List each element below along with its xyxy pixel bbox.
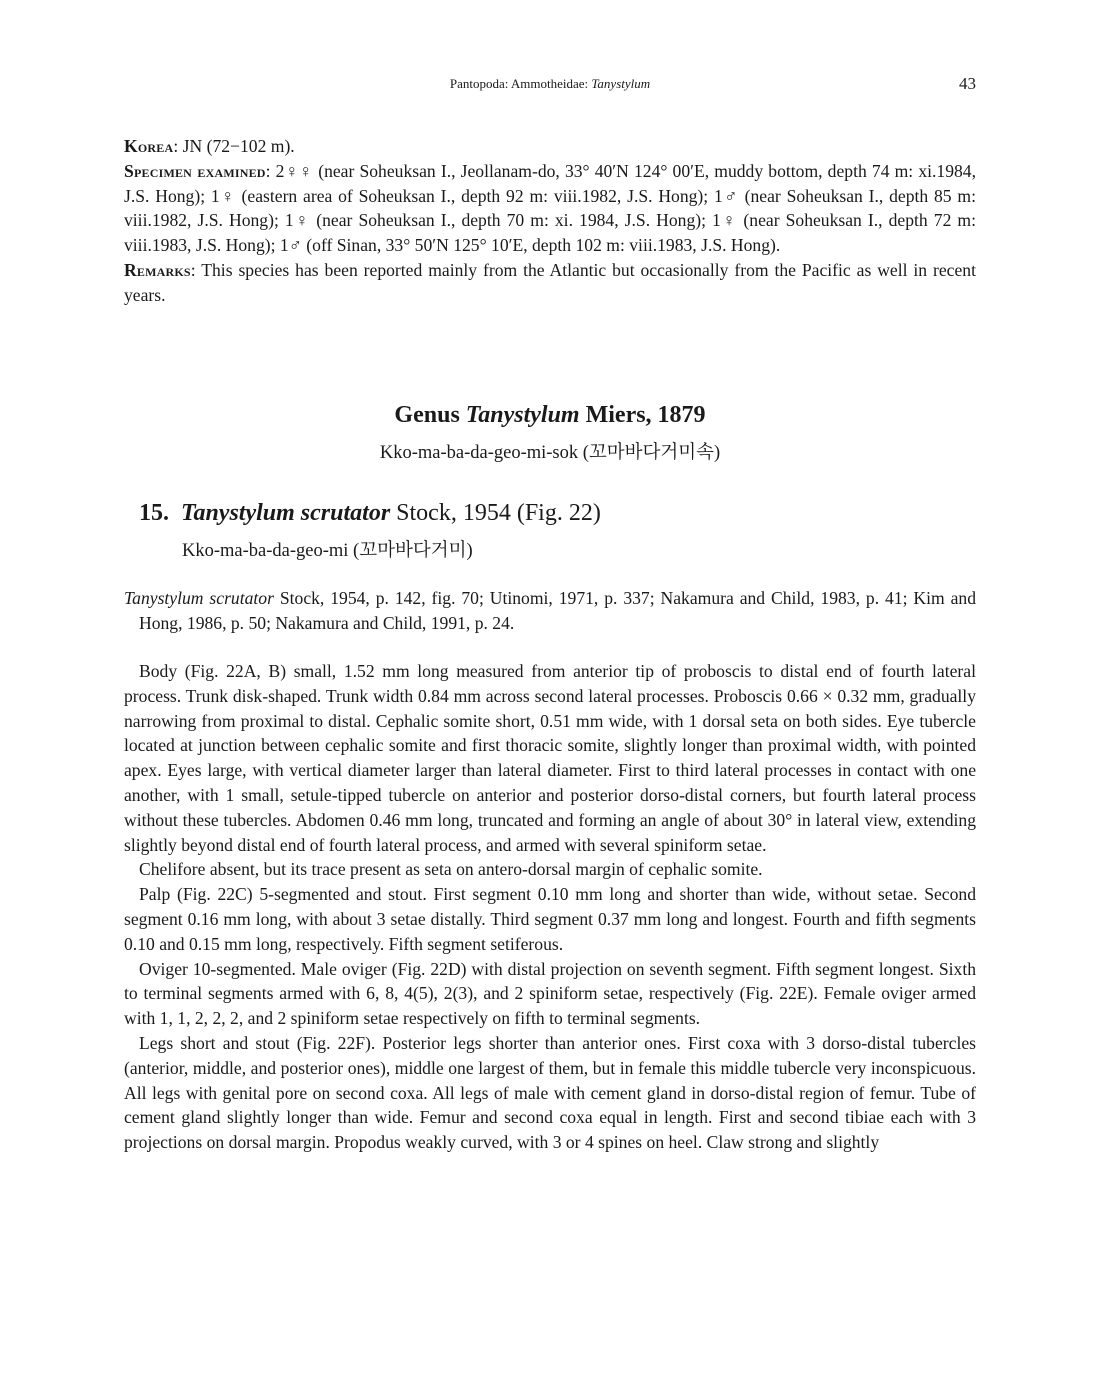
korea-text: : JN (72−102 m). xyxy=(173,136,295,156)
running-head-prefix: Pantopoda: Ammotheidae: xyxy=(449,76,592,91)
genus-name: Tanystylum xyxy=(465,402,580,428)
species-author: Stock, 1954 (Fig. 22) xyxy=(390,500,601,526)
description-chelifore: Chelifore absent, but its trace present as seta on antero-dorsal margin of cephalic somite. xyxy=(139,859,763,880)
specimen-text: : 2♀♀ (near Soheuksan I., Jeollanam-do, 33° 40′N 124° 00′E, muddy bottom, depth 74 m: xi.1984, J.S. Hong); 1♀ (eastern area of Soheuksan I., depth 92 m: viii.1982, J.S. Hong); 1♂ (near Soheuksan I., depth 85 m: viii.1982, J.S. Hong); 1♀ (near Soheuksan I., depth 70 m: xi. 1984, J.S. Hong); 1♀ (near Soheuksan I., depth 72 m: viii.1983, J.S. Hong); 1♂ (off Sinan, 33° 50′N 125° 10′E, depth 102 m: viii.1983, J.S. Hong). xyxy=(124,160,976,256)
korea-distribution xyxy=(124,134,976,159)
remarks-label: Remarks xyxy=(124,259,191,280)
description-oviger: Oviger 10-segmented. Male oviger (Fig. 22D) with distal projection on seventh segment. Fifth segment longest. Sixth to terminal segments armed with 6, 8, 4(5), 2(3), and 2 spiniform setae, respectively (Fig. 22E). Female oviger armed with 1, 1, 2, 2, 2, and 2 spiniform setae respectively on fifth to terminal segments. xyxy=(124,958,976,1029)
synonymy-name: Tanystylum scrutator xyxy=(124,588,274,608)
running-head xyxy=(124,76,976,92)
species-description xyxy=(124,659,976,1155)
specimen-label: Specimen examined xyxy=(124,160,266,181)
running-head-genus: Tanystylum xyxy=(591,76,651,91)
remarks xyxy=(124,258,976,308)
species-heading xyxy=(139,500,601,527)
description-legs: Legs short and stout (Fig. 22F). Posterior legs shorter than anterior ones. First coxa with 3 dorso-distal tubercles (anterior, middle, and posterior ones), middle one largest of them, but in female this middle tubercle very inconspicuous. All legs with genital pore on second coxa. All legs of male with cement gland in dorso-distal region of femur. Tube of cement gland slightly longer than wide. Femur and second coxa equal in length. First and second tibiae each with 3 projections on dorsal margin. Propodus weakly curved, with 3 or 4 spines on heel. Claw strong and slightly xyxy=(124,1032,976,1153)
description-palp: Palp (Fig. 22C) 5-segmented and stout. First segment 0.10 mm long and shorter than wide, without setae. Second segment 0.16 mm long, with about 3 setae distally. Third segment 0.37 mm long and longest. Fourth and fifth segments 0.10 and 0.15 mm long, respectively. Fifth segment setiferous. xyxy=(124,884,976,954)
synonymy xyxy=(124,586,976,636)
korea-label: Korea xyxy=(124,136,174,156)
page-number: 43 xyxy=(959,74,976,93)
genus-korean-name: Kko-ma-ba-da-geo-mi-sok (꼬마바다거미속) xyxy=(379,443,721,463)
synonymy-text: Stock, 1954, p. 142, fig. 70; Utinomi, 1971, p. 337; Nakamura and Child, 1983, p. 41; Kim and Hong, 1986, p. 50; Nakamura and Child, 1991, p. 24. xyxy=(139,588,976,633)
genus-prefix: Genus xyxy=(394,402,466,428)
specimen-examined xyxy=(124,159,976,258)
previous-species-block xyxy=(124,134,976,308)
remarks-text: : This species has been reported mainly from the Atlantic but occasionally from the Pacific as well in recent years. xyxy=(124,259,976,305)
description-body: Body (Fig. 22A, B) small, 1.52 mm long measured from anterior tip of proboscis to distal end of fourth lateral process. Trunk disk-shaped. Trunk width 0.84 mm across second lateral processes. Proboscis 0.66 × 0.32 mm, gradually narrowing from proximal to distal. Cephalic somite short, 0.51 mm wide, with 1 dorsal seta on both sides. Eye tubercle located at junction between cephalic somite and first thoracic somite, slightly longer than proximal width, with pointed apex. Eyes large, with vertical diameter larger than lateral diameter. First to third lateral processes in contact with one another, with 1 small, setule-tipped tubercle on anterior and posterior dorso-distal corners, but fourth lateral process without these tubercles. Abdomen 0.46 mm long, truncated and forming an angle of about 30° in lateral view, extending slightly beyond distal end of fourth lateral process, and armed with several spiniform setae. xyxy=(124,661,976,855)
synonymy-entry xyxy=(124,586,976,636)
species-name: Tanystylum scrutator xyxy=(181,500,391,526)
genus-author: Miers, 1879 xyxy=(579,402,706,428)
species-korean-name: Kko-ma-ba-da-geo-mi (꼬마바다거미) xyxy=(182,541,473,561)
genus-heading xyxy=(124,402,976,429)
species-number: 15. xyxy=(139,500,169,526)
